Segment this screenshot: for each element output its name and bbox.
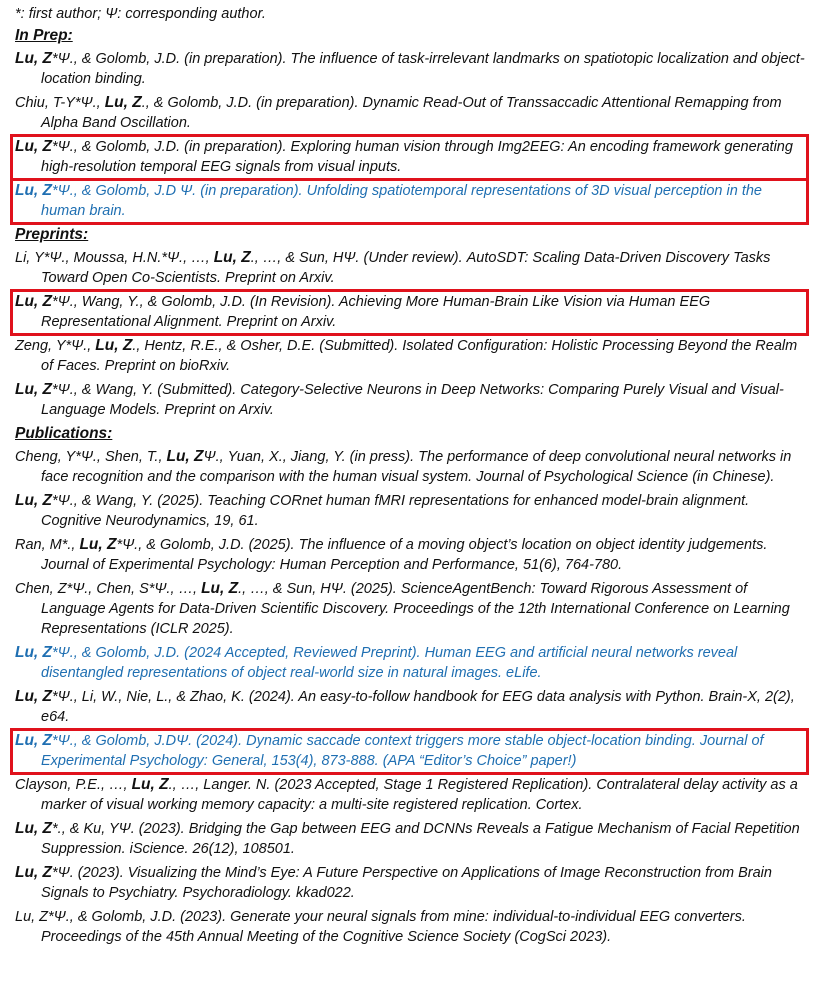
highlighted-author-name: Lu, Z [15,492,53,509]
citation-text: *Ψ., & Golomb, J.D. (2024 Accepted, Reviewed Preprint). Human EEG and artificial neural networks reveal disentangled representations of object real-world size in natural images. eLife. [41,645,738,681]
citation-text: *Ψ., & Golomb, J.D. (2025). The influence of a moving object’s location on object identity judgements. Journal of Experimental Psychology: Human Perception and Performance, 51(6), 764-780. [41,537,768,573]
highlighted-author-name: Lu, Z [15,864,53,881]
section-heading: In Prep: [15,27,73,44]
highlighted-author-name: Lu, Z [15,820,53,837]
coauthors-prefix: Clayson, P.E., …, [15,777,132,793]
citation-text: *Ψ., Li, W., Nie, L., & Zhao, K. (2024). An easy-to-follow handbook for EEG data analysis with Python. Brain-X, 2(2), e64. [41,689,795,725]
citation-text: ., …, & Sun, HΨ. (2025). ScienceAgentBench: Toward Rigorous Assessment of Language Agents for Data-Driven Scientific Discovery. Proceedings of the 12th International Conference on Learning Representations (ICLR 2025). [41,581,790,637]
publication-entry [15,93,810,133]
coauthors-prefix: Chiu, T-Y*Ψ., [15,95,105,111]
highlighted-publication-entry [15,292,810,332]
publication-entry [15,336,810,376]
citation-text: *Ψ., & Golomb, J.D. (in preparation). The influence of task-irrelevant landmarks on spatiotopic localization and object-location binding. [41,51,805,87]
publication-entry [15,643,810,683]
coauthors-prefix: Ran, M*., [15,537,80,553]
highlighted-publication-entry [15,731,810,771]
coauthors-prefix: Lu, Z*Ψ., & Golomb, J.D. (2023). Generate your neural signals from mine: individual-to-individual EEG converters. Proceedings of the 45th Annual Meeting of the Cognitive Science Society (CogSci 2023). [15,909,746,945]
citation-text: *Ψ., & Golomb, J.D. (in preparation). Exploring human vision through Img2EEG: An encoding framework generating high-resolution temporal EEG signals from visual inputs. [41,139,793,175]
citation-text: *Ψ., & Wang, Y. (Submitted). Category-Selective Neurons in Deep Networks: Comparing Purely Visual and Visual-Language Models. Preprint on Arxiv. [41,382,784,418]
section-heading: Publications: [15,425,113,442]
citation-text: Ψ., Yuan, X., Jiang, Y. (in press). The performance of deep convolutional neural networks in face recognition and the comparison with the human visual system. Journal of Psychological Science (in Chinese). [41,449,792,485]
highlighted-author-name: Lu, Z [15,644,53,661]
publication-entry [15,535,810,575]
highlighted-author-name: Lu, Z [104,94,142,111]
publication-entry [15,863,810,903]
highlighted-author-name: Lu, Z [201,580,239,597]
publication-entry [15,49,810,89]
citation-text: *., & Ku, YΨ. (2023). Bridging the Gap between EEG and DCNNs Reveals a Fatigue Mechanism of Facial Repetition Suppression. iScience. 26(12), 108501. [41,821,800,857]
coauthors-prefix: Li, Y*Ψ., Moussa, H.N.*Ψ., …, [15,250,214,266]
citation-text: *Ψ., Wang, Y., & Golomb, J.D. (In Revision). Achieving More Human-Brain Like Vision via Human EEG Representational Alignment. Preprint on Arxiv. [41,294,711,330]
highlighted-author-name: Lu, Z [15,732,53,749]
highlighted-author-name: Lu, Z [15,381,53,398]
highlighted-author-name: Lu, Z [15,138,53,155]
publication-entry [15,907,810,947]
highlighted-author-name: Lu, Z [15,182,53,199]
coauthors-prefix: Zeng, Y*Ψ., [15,338,96,354]
citation-text: *Ψ., & Wang, Y. (2025). Teaching CORnet human fMRI representations for enhanced model-brain alignment. Cognitive Neurodynamics, 19, 61. [41,493,750,529]
citation-text: *Ψ., & Golomb, J.DΨ. (2024). Dynamic saccade context triggers more stable object-location binding. Journal of Experimental Psychology: General, 153(4), 873-888. (APA “Editor’s Choice” paper!) [41,733,764,769]
highlighted-author-name: Lu, Z [15,688,53,705]
highlighted-author-name: Lu, Z [131,776,169,793]
publication-entry [15,687,810,727]
highlighted-author-name: Lu, Z [213,249,251,266]
publication-entry [15,380,810,420]
citation-text: ., …, Langer. N. (2023 Accepted, Stage 1 Registered Replication). Contralateral delay activity as a marker of visual working memory capacity: a multi-site registered replication. Cortex. [41,777,798,813]
highlighted-author-name: Lu, Z [95,337,133,354]
publication-entry [15,775,810,815]
coauthors-prefix: Cheng, Y*Ψ., Shen, T., [15,449,167,465]
publication-entry [15,248,810,288]
author-legend-note: *: first author; Ψ: corresponding author. [15,6,266,22]
citation-text: *Ψ., & Golomb, J.D Ψ. (in preparation). Unfolding spatiotemporal representations of 3D visual perception in the human brain. [41,183,763,219]
citation-text: *Ψ. (2023). Visualizing the Mind’s Eye: A Future Perspective on Applications of Image Reconstruction from Brain Signals to Psychiatry. Psychoradiology. kkad022. [41,865,772,901]
highlighted-publication-entry [15,137,810,177]
publication-entry [15,447,810,487]
highlighted-author-name: Lu, Z [15,293,53,310]
publication-entry [15,491,810,531]
highlighted-publication-entry [15,181,810,221]
publication-list [15,4,810,951]
coauthors-prefix: Chen, Z*Ψ., Chen, S*Ψ., …, [15,581,202,597]
citation-text: ., Hentz, R.E., & Osher, D.E. (Submitted). Isolated Configuration: Holistic Processing Beyond the Realm of Faces. Preprint on bioRxiv. [41,338,798,374]
publication-entry [15,819,810,859]
citation-text: ., & Golomb, J.D. (in preparation). Dynamic Read-Out of Transsaccadic Attentional Remapping from Alpha Band Oscillation. [41,95,782,131]
highlighted-author-name: Lu, Z [166,448,204,465]
publication-entry [15,579,810,639]
citation-text: ., …, & Sun, HΨ. (Under review). AutoSDT: Scaling Data-Driven Discovery Tasks Toward Open Co-Scientists. Preprint on Arxiv. [41,250,771,286]
sections-container [15,26,810,947]
highlighted-author-name: Lu, Z [79,536,117,553]
section-heading: Preprints: [15,226,89,243]
highlighted-author-name: Lu, Z [15,50,53,67]
